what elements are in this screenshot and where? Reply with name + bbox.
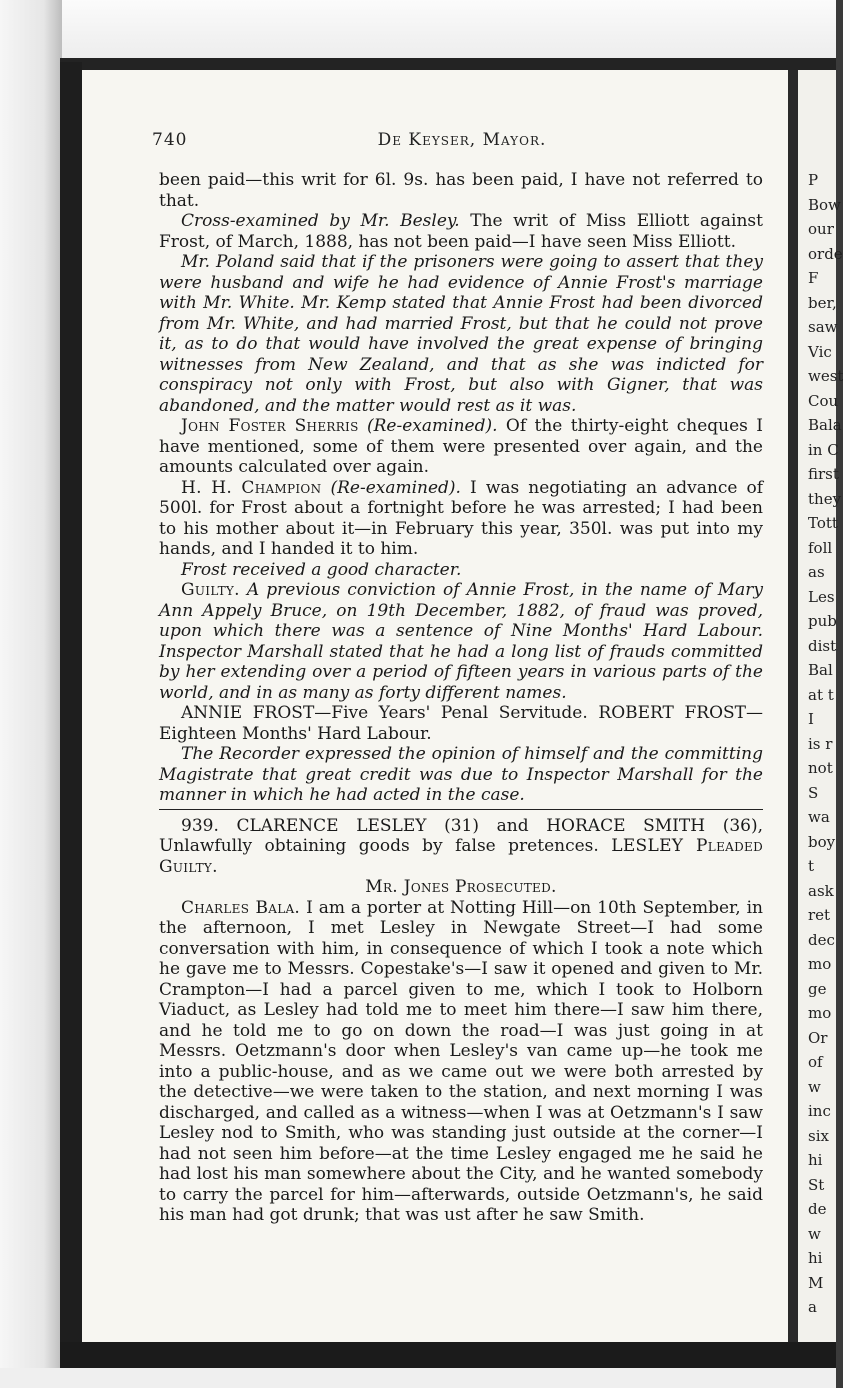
next-page-fragment: is r bbox=[808, 734, 833, 753]
next-page-fragment: t bbox=[808, 857, 815, 875]
paragraph bbox=[159, 416, 763, 478]
paragraph bbox=[159, 580, 763, 703]
next-page-fragment: not bbox=[808, 759, 833, 777]
paragraph-text: The writ of Miss Elliott against Frost, of March, 1888, has not been paid—I have seen Miss Elliott. bbox=[159, 211, 763, 252]
cross-examination-intro: Cross-examined by Mr. Besley. bbox=[181, 211, 460, 231]
next-page-fragment: w bbox=[808, 1224, 821, 1243]
next-page-fragment: ge bbox=[808, 979, 827, 998]
sentence-text: ANNIE FROST—Five Years' Penal Servitude. bbox=[181, 703, 588, 723]
next-page-fragment: six bbox=[808, 1126, 829, 1145]
next-page-fragment: they bbox=[808, 489, 842, 508]
next-page-edge bbox=[798, 70, 843, 1342]
next-page-fragment: first bbox=[808, 465, 839, 483]
next-page-fragment: ask bbox=[808, 881, 834, 900]
next-page-fragment: Les bbox=[808, 587, 835, 606]
next-page-fragment: w bbox=[808, 1077, 821, 1096]
next-page-fragment: M bbox=[808, 1273, 824, 1292]
next-page-fragment: Tott bbox=[808, 514, 838, 532]
verdict: Guilty. bbox=[181, 580, 240, 600]
book-gutter bbox=[788, 70, 798, 1342]
next-page-fragment: Bal bbox=[808, 661, 833, 679]
next-page-fragment: pub bbox=[808, 612, 837, 630]
paragraph-text: A previous conviction of Annie Frost, in the name of Mary Ann Appely Bruce, on 19th December, 1882, of fraud was proved, upon which there was a sentence of Nine Months' Hard Labour. Inspector Marshall stated that he had a long list of frauds committed by her extending over a period of fifteen years in various parts of the world, and in as many as forty different names. bbox=[159, 580, 763, 703]
scan-background-left bbox=[0, 0, 62, 1388]
witness-role: (Re-examined). bbox=[367, 416, 498, 436]
next-page-fragment: Or bbox=[808, 1028, 828, 1047]
paragraph bbox=[159, 478, 763, 560]
next-page-fragment: wa bbox=[808, 808, 830, 826]
paragraph: been paid—this writ for 6l. 9s. has been paid, I have not referred to that. bbox=[159, 170, 763, 211]
next-page-fragment: foll bbox=[808, 538, 833, 557]
witness-name: H. H. Champion bbox=[181, 477, 322, 498]
next-page-fragment: a bbox=[808, 1298, 817, 1316]
next-page-fragment: west bbox=[808, 367, 843, 385]
next-page-fragment: ber, bbox=[808, 293, 837, 312]
book-left-edge bbox=[60, 62, 82, 1370]
next-page-fragment: as bbox=[808, 563, 825, 581]
next-page-fragment: S bbox=[808, 783, 819, 802]
witness-role: (Re-examined). bbox=[330, 477, 461, 498]
next-page-fragment: boy bbox=[808, 832, 836, 851]
next-page-fragment: dec bbox=[808, 930, 835, 949]
paragraph bbox=[159, 898, 763, 1226]
next-page-fragment: mo bbox=[808, 955, 832, 973]
paragraph-text: I am a porter at Notting Hill—on 10th September, in the afternoon, I met Lesley in Newgate Street—I had some conversation with him, in consequence of which I took a note which he gave me to Messrs. Copestake's—I saw it opened and given to Mr. Crampton—I had a parcel given to me, which I took to Holborn Viaduct, as Lesley had told me to meet him there—I saw him there, and he told me to go on down the road—I was just going in at Messrs. Oetzmann's door when Lesley's van came up—he took me into a public-house, and as we came out we were both arrested by the detective—we were taken to the station, and next morning I was discharged, and called as a witness—when I was at Oetzmann's I saw Lesley nod to Smith, who was standing just outside at the corner—I had not seen him before—at the time Lesley engaged me he said he had lost his man somewhere about the City, and he wanted somebody to carry the parcel for him—afterwards, outside Oetzmann's, he said his man had got drunk; that was ust after he saw Smith. bbox=[159, 897, 763, 1225]
case-title: 939. CLARENCE LESLEY (31) and HORACE SMITH (36), Unlawfully obtaining goods by false pretences. bbox=[159, 815, 763, 856]
scan-background-bottom bbox=[0, 1368, 836, 1388]
next-page-fragment: in C bbox=[808, 440, 839, 459]
next-page-fragment: Cou bbox=[808, 391, 839, 410]
sentence bbox=[159, 703, 763, 744]
witness-name: Charles Bala. bbox=[181, 897, 301, 918]
next-page-fragment: inc bbox=[808, 1102, 831, 1120]
next-page-fragment: I bbox=[808, 710, 814, 728]
next-page-fragment: our bbox=[808, 220, 834, 238]
paragraph: Frost received a good character. bbox=[181, 559, 462, 580]
running-title: De Keyser, Mayor. bbox=[377, 130, 547, 150]
next-page-fragment: orde bbox=[808, 244, 843, 263]
next-page-fragment: saw bbox=[808, 318, 838, 336]
paragraph bbox=[159, 211, 763, 252]
next-page-fragment: P bbox=[808, 171, 819, 189]
next-page-fragment: de bbox=[808, 1200, 827, 1218]
next-page-fragment: mo bbox=[808, 1004, 832, 1022]
case-plea: LESLEY Pleaded Guilty. bbox=[159, 836, 763, 877]
prosecutor-line: Mr. Jones Prosecuted. bbox=[365, 877, 557, 897]
next-page-fragment: Bala bbox=[808, 416, 842, 434]
sentence-text: ROBERT FROST—Eighteen Months' Hard Labour. bbox=[159, 703, 764, 744]
book-bottom-edge bbox=[60, 1342, 836, 1370]
section-rule bbox=[159, 809, 763, 810]
paragraph: Mr. Poland said that if the prisoners were going to assert that they were husband and wife he had evidence of Annie Frost's marriage with Mr. White. Mr. Kemp stated that Annie Frost had been divorced from Mr. White, and had married Frost, but that he could not prove it, as to do that would have involved the great expense of bringing witnesses from New Zealand, and that as she was indicted for conspiracy not only with Frost, but also with Gigner, that was abandoned, and the matter would rest as it was. bbox=[159, 252, 763, 416]
paragraph-text: Of the thirty-eight cheques I have mentioned, some of them were presented over again, and the amounts calculated over again. bbox=[159, 416, 763, 477]
next-page-fragment: Bow bbox=[808, 195, 841, 214]
page-header bbox=[152, 130, 772, 160]
next-page-fragment: at t bbox=[808, 685, 834, 704]
witness-name: John Foster Sherris bbox=[181, 416, 359, 436]
next-page-fragment: St bbox=[808, 1175, 825, 1194]
page-number: 740 bbox=[152, 130, 188, 150]
paragraph: The Recorder expressed the opinion of himself and the committing Magistrate that great credit was due to Inspector Marshall for the manner in which he had acted in the case. bbox=[159, 744, 763, 805]
next-page-fragment: hi bbox=[808, 1151, 823, 1169]
paragraph-text: I was negotiating an advance of 500l. for Frost about a fortnight before he was arrested; I had been to his mother about it—in February this year, 350l. was put into my hands, and I handed it to him. bbox=[159, 477, 764, 559]
book-page bbox=[82, 70, 788, 1342]
case-heading bbox=[159, 816, 763, 878]
next-page-fragment: F bbox=[808, 269, 819, 287]
next-page-fragment: of bbox=[808, 1053, 823, 1071]
next-page-fragment: Vic bbox=[808, 342, 832, 361]
next-page-fragment: ret bbox=[808, 906, 831, 924]
next-page-fragment: dist bbox=[808, 636, 837, 655]
page-body bbox=[159, 170, 763, 1226]
next-page-fragment: hi bbox=[808, 1249, 823, 1267]
